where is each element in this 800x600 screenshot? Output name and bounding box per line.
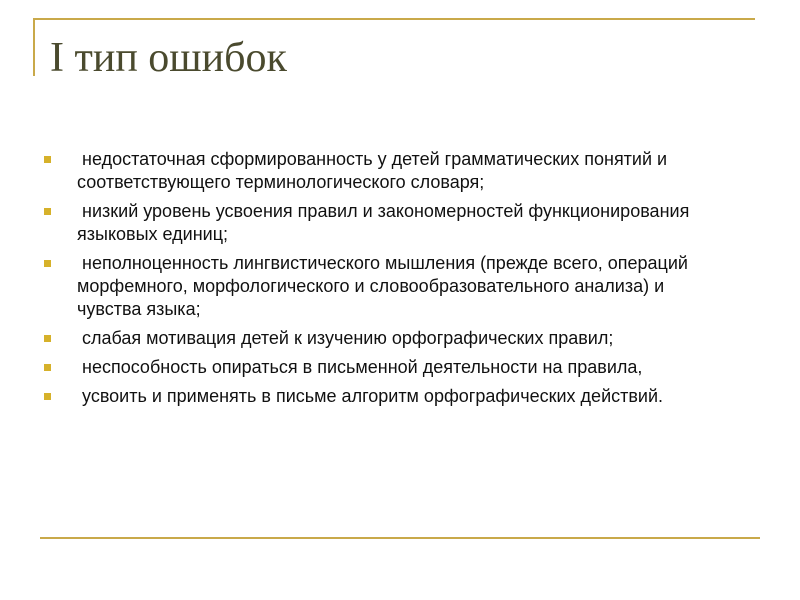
- square-bullet-icon: [44, 156, 51, 163]
- slide-title: I тип ошибок: [50, 35, 287, 81]
- bottom-divider: [40, 537, 760, 539]
- title-accent-bar: [33, 18, 35, 76]
- list-item: [44, 148, 724, 194]
- bullet-list: [44, 148, 724, 414]
- square-bullet-icon: [44, 208, 51, 215]
- bullet-text: неспособность опираться в письменной деятельности на правила,: [77, 357, 643, 377]
- bullet-text: недостаточная сформированность у детей грамматических понятий и соответствующего терминологического словаря;: [77, 149, 673, 192]
- bullet-text: низкий уровень усвоения правил и закономерностей функционирования языковых единиц;: [77, 201, 695, 244]
- list-item: [44, 252, 724, 321]
- list-item: [44, 385, 724, 408]
- bullet-text: усвоить и применять в письме алгоритм орфографических действий.: [77, 386, 664, 406]
- list-item: [44, 356, 724, 379]
- top-divider: [33, 18, 755, 20]
- list-item: [44, 200, 724, 246]
- bullet-text: неполноценность лингвистического мышления (прежде всего, операций морфемного, морфологического и словообразовательного анализа) и чувства языка;: [77, 253, 693, 319]
- list-item: [44, 327, 724, 350]
- square-bullet-icon: [44, 260, 51, 267]
- square-bullet-icon: [44, 335, 51, 342]
- square-bullet-icon: [44, 393, 51, 400]
- bullet-text: слабая мотивация детей к изучению орфографических правил;: [77, 328, 614, 348]
- square-bullet-icon: [44, 364, 51, 371]
